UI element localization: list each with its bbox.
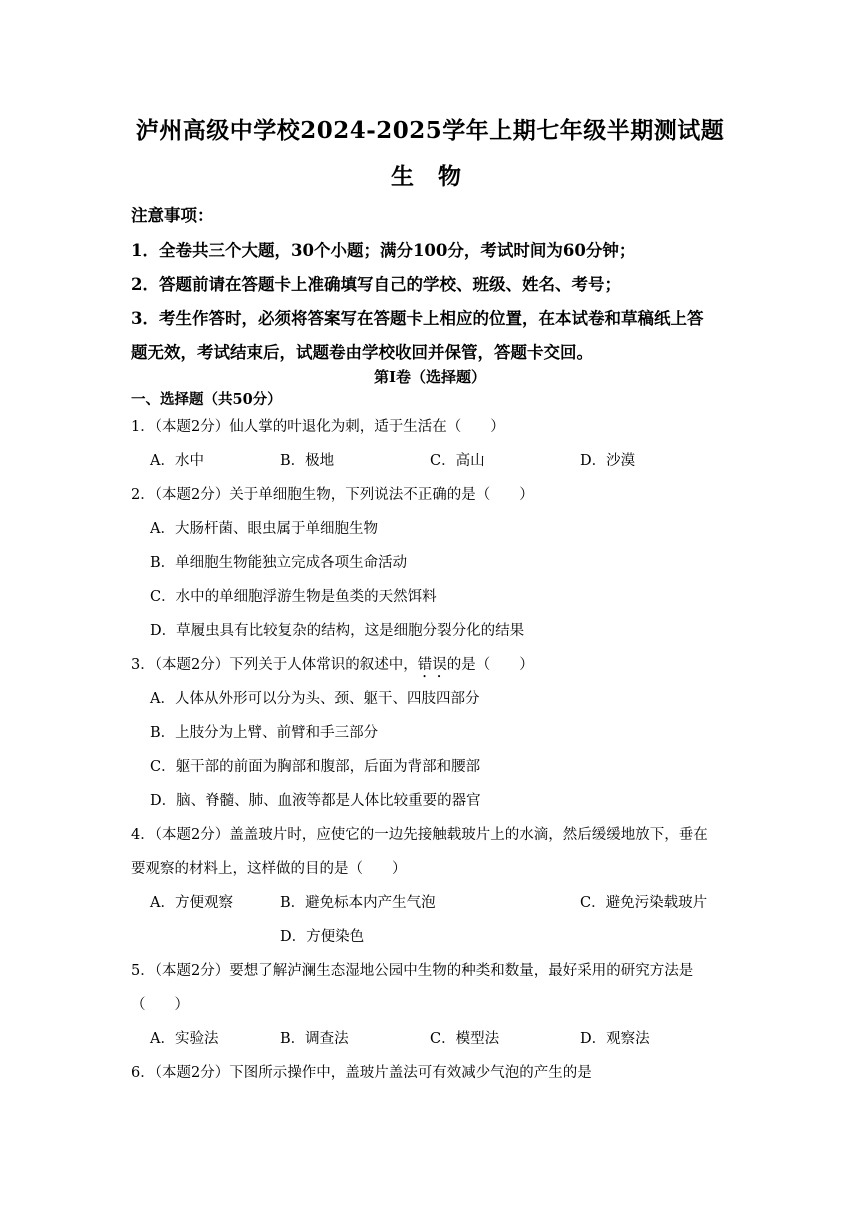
exam-title: 泸州高级中学校2024-2025学年上期七年级半期测试题 <box>135 117 725 144</box>
option-row <box>131 920 741 954</box>
question-3 <box>131 648 741 818</box>
option-c: C．水中的单细胞浮游生物是鱼类的天然饵料 <box>150 589 437 605</box>
notes-block <box>131 202 741 370</box>
option-row <box>131 886 741 920</box>
question-stem: 5．（本题2分）要想了解泸澜生态湿地公园中生物的种类和数量，最好采用的研究方法是 <box>131 963 694 979</box>
option-row <box>131 444 741 478</box>
question-1 <box>131 410 741 478</box>
option-d: D．草履虫具有比较复杂的结构，这是细胞分裂分化的结果 <box>150 623 525 639</box>
question-stem: 6．（本题2分）下图所示操作中，盖玻片盖法可有效减少气泡的产生的是 <box>131 1065 592 1081</box>
emphasis-word: 错误 <box>417 657 447 673</box>
notes-heading: 注意事项： <box>131 206 214 225</box>
question-stem: 2．（本题2分）关于单细胞生物，下列说法不正确的是（ ） <box>131 487 534 503</box>
note-item-2: 2．答题前请在答题卡上准确填写自己的学校、班级、姓名、考号； <box>131 275 621 294</box>
option-c: C．避免污染载玻片 <box>580 895 708 911</box>
option-b: B．极地 <box>280 453 335 469</box>
part-heading: 第Ⅰ卷（选择题） <box>373 368 487 386</box>
option-d: D．方便染色 <box>280 929 365 945</box>
option-b: B．避免标本内产生气泡 <box>280 895 436 911</box>
note-item-1: 1．全卷共三个大题，30个小题；满分100分，考试时间为60分钟； <box>131 241 636 260</box>
question-6 <box>131 1056 741 1090</box>
section-heading: 一、选择题（共50分） <box>131 391 282 408</box>
option-a: A．水中 <box>150 453 204 469</box>
option-a: A．大肠杆菌、眼虫属于单细胞生物 <box>150 521 378 537</box>
option-c: C．模型法 <box>430 1031 500 1047</box>
question-list <box>131 410 741 1090</box>
option-row <box>131 1022 741 1056</box>
option-b: B．调查法 <box>280 1031 349 1047</box>
note-item-3: 3．考生作答时，必须将答案写在答题卡上相应的位置，在本试卷和草稿纸上答 <box>131 309 704 328</box>
option-d: D．脑、脊髓、肺、血液等都是人体比较重要的器官 <box>150 793 481 809</box>
question-stem: 4．（本题2分）盖盖玻片时，应使它的一边先接触载玻片上的水滴，然后缓缓地放下，垂在 <box>131 827 708 843</box>
option-a: A．实验法 <box>150 1031 219 1047</box>
question-2 <box>131 478 741 648</box>
option-b: B．单细胞生物能独立完成各项生命活动 <box>150 555 408 571</box>
option-b: B．上肢分为上臂、前臂和手三部分 <box>150 725 379 741</box>
question-stem: 1．（本题2分）仙人掌的叶退化为刺，适于生活在（ ） <box>131 419 505 435</box>
option-d: D．沙漠 <box>580 453 636 469</box>
option-a: A．人体从外形可以分为头、颈、躯干、四肢四部分 <box>150 691 480 707</box>
question-stem: 3．（本题2分）下列关于人体常识的叙述中，错误的是（ ） <box>131 657 534 673</box>
question-4 <box>131 818 741 954</box>
option-d: D．观察法 <box>580 1031 650 1047</box>
question-stem-cont: （ ） <box>131 997 189 1013</box>
note-item-3-cont: 题无效，考试结束后，试题卷由学校收回并保管，答题卡交回。 <box>131 343 593 362</box>
option-a: A．方便观察 <box>150 895 233 911</box>
question-5 <box>131 954 741 1056</box>
option-c: C．高山 <box>430 453 485 469</box>
option-c: C．躯干部的前面为胸部和腹部，后面为背部和腰部 <box>150 759 481 775</box>
question-stem-cont: 要观察的材料上，这样做的目的是（ ） <box>131 861 407 877</box>
exam-subject: 生 物 <box>390 163 469 190</box>
